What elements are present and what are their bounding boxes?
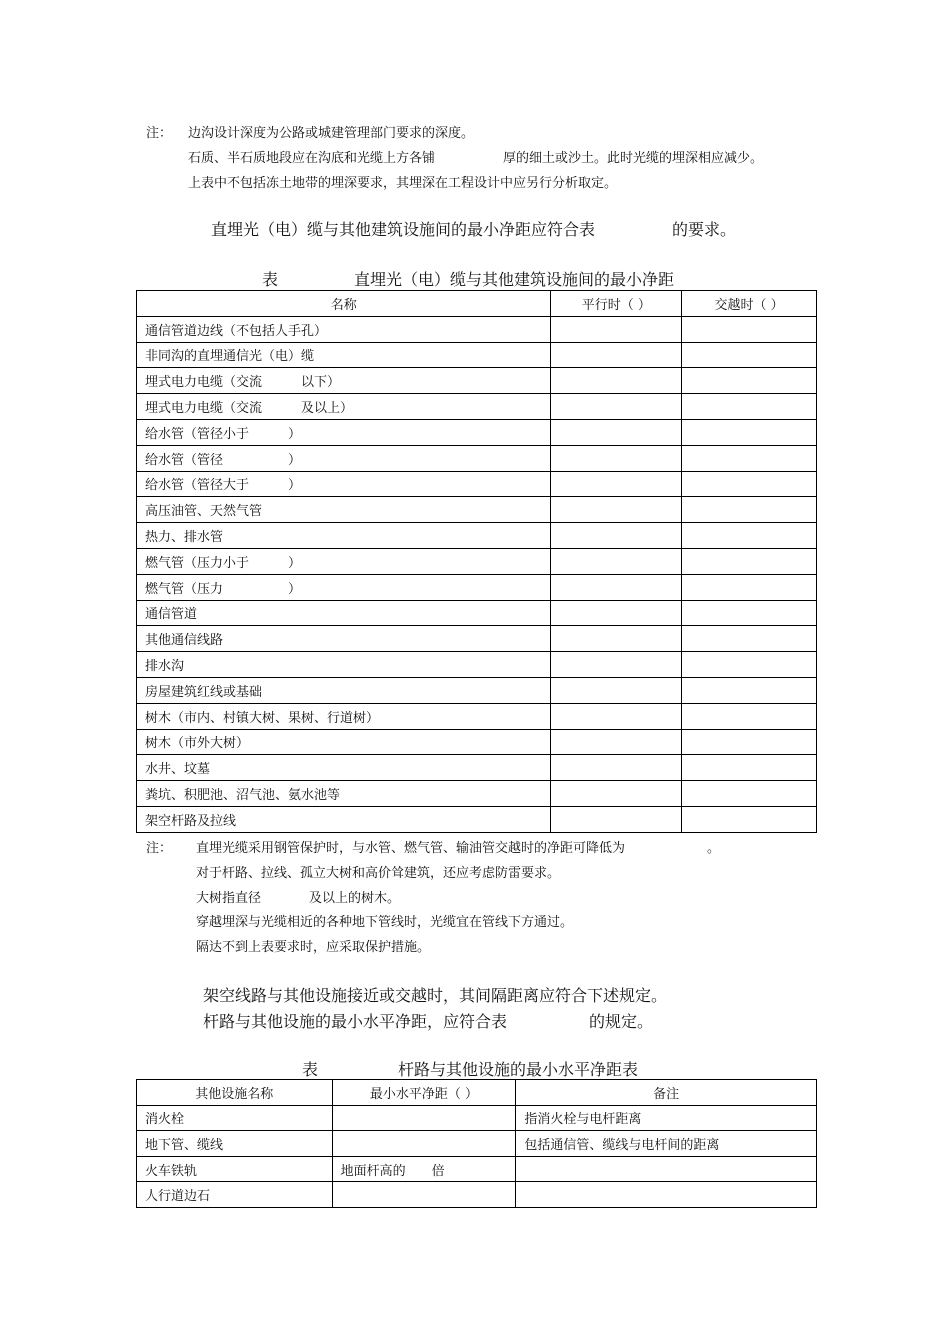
note-line-2b: 厚的细土或沙土。此时光缆的埋深相应减少。 bbox=[503, 151, 764, 166]
facility-name-cell: 其他通信线路 bbox=[137, 626, 551, 652]
table2-body bbox=[137, 1105, 817, 1207]
facility-name-cell: 热力、排水管 bbox=[137, 523, 551, 549]
col-header-crossing: 交越时（ ） bbox=[682, 291, 817, 317]
paragraph-1: 直埋光（电）缆与其他建筑设施间的最小净距应符合表 bbox=[211, 220, 596, 239]
pole-clearance-table bbox=[136, 1079, 817, 1208]
facility-name-cell: 消火栓 bbox=[137, 1105, 333, 1131]
paragraph-3-suffix: 的规定。 bbox=[589, 1012, 654, 1031]
table2-caption: 杆路与其他设施的最小水平净距表 bbox=[398, 1060, 639, 1079]
table2-caption-prefix: 表 bbox=[302, 1060, 319, 1079]
parallel-value-cell bbox=[551, 729, 682, 755]
crossing-value-cell bbox=[682, 394, 817, 420]
col-header-min-distance: 最小水平净距（ ） bbox=[332, 1080, 516, 1106]
facility-name-cell: 地下管、缆线 bbox=[137, 1131, 333, 1157]
table-row bbox=[137, 1182, 817, 1208]
crossing-value-cell bbox=[682, 445, 817, 471]
facility-name-cell: 给水管（管径小于 ） bbox=[137, 419, 551, 445]
crossing-value-cell bbox=[682, 755, 817, 781]
crossing-value-cell bbox=[682, 626, 817, 652]
table-row bbox=[137, 316, 817, 342]
col-header-name: 名称 bbox=[137, 291, 551, 317]
parallel-value-cell bbox=[551, 755, 682, 781]
min-distance-cell bbox=[332, 1105, 516, 1131]
facility-name-cell: 树木（市内、村镇大树、果树、行道树） bbox=[137, 703, 551, 729]
facility-name-cell: 非同沟的直埋通信光（电）缆 bbox=[137, 342, 551, 368]
facility-name-cell: 人行道边石 bbox=[137, 1182, 333, 1208]
min-clearance-table bbox=[136, 290, 817, 833]
remarks-cell: 包括通信管、缆线与电杆间的距离 bbox=[516, 1131, 817, 1157]
crossing-value-cell bbox=[682, 600, 817, 626]
parallel-value-cell bbox=[551, 652, 682, 678]
table-row bbox=[137, 600, 817, 626]
remarks-cell bbox=[516, 1182, 817, 1208]
facility-name-cell: 房屋建筑红线或基础 bbox=[137, 677, 551, 703]
facility-name-cell: 燃气管（压力 ） bbox=[137, 574, 551, 600]
table-row bbox=[137, 626, 817, 652]
table-row bbox=[137, 729, 817, 755]
facility-name-cell: 粪坑、积肥池、沼气池、氨水池等 bbox=[137, 781, 551, 807]
crossing-value-cell bbox=[682, 497, 817, 523]
crossing-value-cell bbox=[682, 316, 817, 342]
table-header-row bbox=[137, 291, 817, 317]
table-row bbox=[137, 497, 817, 523]
mid-note-1b: 。 bbox=[707, 841, 721, 856]
facility-name-cell: 给水管（管径大于 ） bbox=[137, 471, 551, 497]
notes-label: 注： bbox=[146, 126, 173, 141]
note-line-3: 上表中不包括冻土地带的埋深要求，其埋深在工程设计中应另行分析取定。 bbox=[188, 176, 618, 191]
crossing-value-cell bbox=[682, 703, 817, 729]
note-line-2a: 石质、半石质地段应在沟底和光缆上方各铺 bbox=[188, 151, 436, 166]
crossing-value-cell bbox=[682, 781, 817, 807]
parallel-value-cell bbox=[551, 703, 682, 729]
parallel-value-cell bbox=[551, 806, 682, 832]
crossing-value-cell bbox=[682, 806, 817, 832]
parallel-value-cell bbox=[551, 394, 682, 420]
facility-name-cell: 埋式电力电缆（交流 及以上） bbox=[137, 394, 551, 420]
col-header-remarks: 备注 bbox=[516, 1080, 817, 1106]
parallel-value-cell bbox=[551, 574, 682, 600]
table1-caption-prefix: 表 bbox=[262, 270, 279, 289]
mid-note-3b: 及以上的树木。 bbox=[309, 891, 401, 906]
table-row bbox=[137, 677, 817, 703]
crossing-value-cell bbox=[682, 729, 817, 755]
table-row bbox=[137, 342, 817, 368]
facility-name-cell: 架空杆路及拉线 bbox=[137, 806, 551, 832]
mid-note-3a: 大树指直径 bbox=[196, 891, 262, 906]
paragraph-1-suffix: 的要求。 bbox=[672, 220, 737, 239]
col-header-parallel: 平行时（ ） bbox=[551, 291, 682, 317]
facility-name-cell: 埋式电力电缆（交流 以下） bbox=[137, 368, 551, 394]
min-distance-cell: 地面杆高的 倍 bbox=[332, 1156, 516, 1182]
table-row bbox=[137, 1156, 817, 1182]
note-line-1: 边沟设计深度为公路或城建管理部门要求的深度。 bbox=[188, 126, 475, 141]
notes-mid-label: 注： bbox=[146, 841, 173, 856]
facility-name-cell: 水井、坟墓 bbox=[137, 755, 551, 781]
facility-name-cell: 排水沟 bbox=[137, 652, 551, 678]
table-row bbox=[137, 1131, 817, 1157]
parallel-value-cell bbox=[551, 600, 682, 626]
mid-note-5: 隔达不到上表要求时，应采取保护措施。 bbox=[196, 940, 431, 955]
parallel-value-cell bbox=[551, 471, 682, 497]
table-row bbox=[137, 471, 817, 497]
crossing-value-cell bbox=[682, 574, 817, 600]
table-row bbox=[137, 574, 817, 600]
facility-name-cell: 树木（市外大树） bbox=[137, 729, 551, 755]
facility-name-cell: 通信管道边线（不包括人手孔） bbox=[137, 316, 551, 342]
remarks-cell: 指消火栓与电杆距离 bbox=[516, 1105, 817, 1131]
table1-body bbox=[137, 316, 817, 832]
table-row bbox=[137, 781, 817, 807]
crossing-value-cell bbox=[682, 368, 817, 394]
table-row bbox=[137, 806, 817, 832]
crossing-value-cell bbox=[682, 652, 817, 678]
remarks-cell bbox=[516, 1156, 817, 1182]
facility-name-cell: 燃气管（压力小于 ） bbox=[137, 548, 551, 574]
crossing-value-cell bbox=[682, 419, 817, 445]
parallel-value-cell bbox=[551, 316, 682, 342]
mid-note-1a: 直埋光缆采用钢管保护时，与水管、燃气管、输油管交越时的净距可降低为 bbox=[196, 841, 626, 856]
table1-caption: 直埋光（电）缆与其他建筑设施间的最小净距 bbox=[354, 270, 675, 289]
table-row bbox=[137, 652, 817, 678]
parallel-value-cell bbox=[551, 626, 682, 652]
facility-name-cell: 火车铁轨 bbox=[137, 1156, 333, 1182]
facility-name-cell: 给水管（管径 ） bbox=[137, 445, 551, 471]
crossing-value-cell bbox=[682, 471, 817, 497]
table-row bbox=[137, 419, 817, 445]
table-row bbox=[137, 445, 817, 471]
parallel-value-cell bbox=[551, 548, 682, 574]
paragraph-3: 杆路与其他设施的最小水平净距，应符合表 bbox=[203, 1012, 508, 1031]
parallel-value-cell bbox=[551, 368, 682, 394]
crossing-value-cell bbox=[682, 523, 817, 549]
paragraph-2: 架空线路与其他设施接近或交越时，其间隔距离应符合下述规定。 bbox=[203, 986, 668, 1005]
parallel-value-cell bbox=[551, 677, 682, 703]
col-header-facility: 其他设施名称 bbox=[137, 1080, 333, 1106]
table-row bbox=[137, 703, 817, 729]
crossing-value-cell bbox=[682, 342, 817, 368]
crossing-value-cell bbox=[682, 677, 817, 703]
parallel-value-cell bbox=[551, 781, 682, 807]
mid-note-4: 穿越埋深与光缆相近的各种地下管线时，光缆宜在管线下方通过。 bbox=[196, 915, 574, 930]
min-distance-cell bbox=[332, 1131, 516, 1157]
parallel-value-cell bbox=[551, 523, 682, 549]
crossing-value-cell bbox=[682, 548, 817, 574]
table-row bbox=[137, 394, 817, 420]
facility-name-cell: 高压油管、天然气管 bbox=[137, 497, 551, 523]
facility-name-cell: 通信管道 bbox=[137, 600, 551, 626]
table-row bbox=[137, 523, 817, 549]
parallel-value-cell bbox=[551, 445, 682, 471]
mid-note-2: 对于杆路、拉线、孤立大树和高价耸建筑，还应考虑防雷要求。 bbox=[196, 866, 561, 881]
parallel-value-cell bbox=[551, 497, 682, 523]
table-row bbox=[137, 548, 817, 574]
parallel-value-cell bbox=[551, 419, 682, 445]
table-row bbox=[137, 755, 817, 781]
min-distance-cell bbox=[332, 1182, 516, 1208]
parallel-value-cell bbox=[551, 342, 682, 368]
table-row bbox=[137, 368, 817, 394]
table-row bbox=[137, 1105, 817, 1131]
table-header-row bbox=[137, 1080, 817, 1106]
